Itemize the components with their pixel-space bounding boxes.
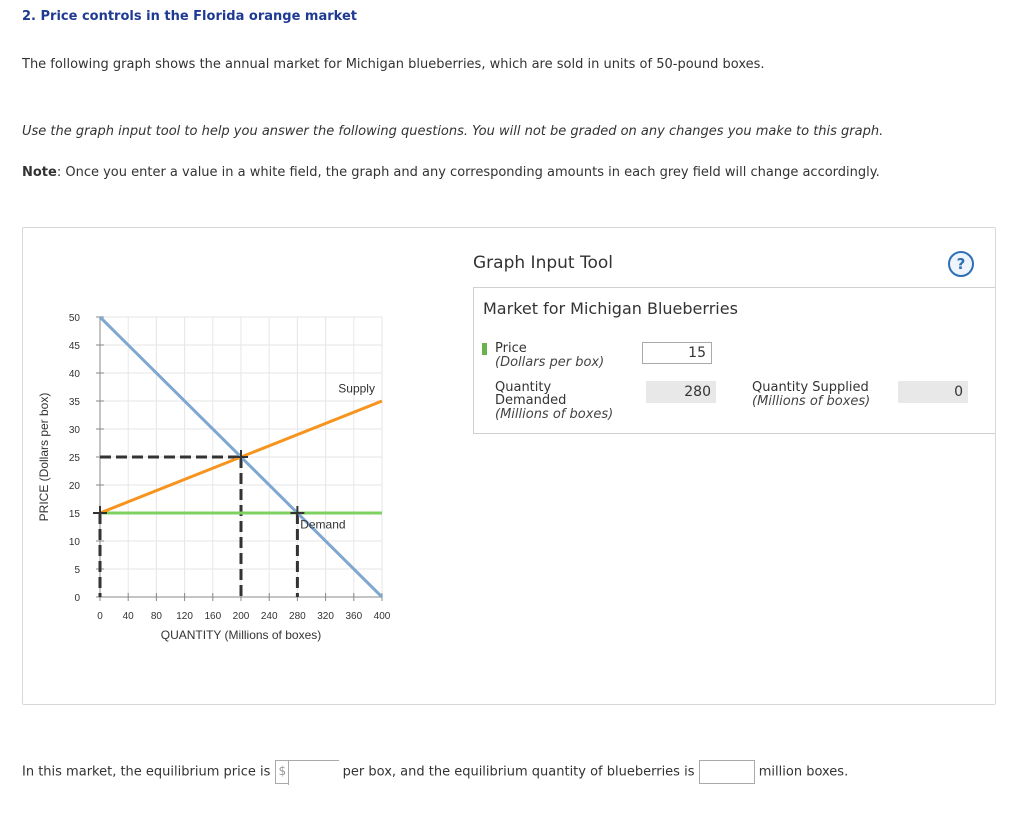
y-tick-label: 45 — [68, 341, 80, 352]
market-title: Market for Michigan Blueberries — [483, 299, 738, 318]
x-tick-label: 80 — [150, 611, 162, 622]
x-tick-label: 200 — [232, 611, 250, 622]
chart-axes — [69, 313, 391, 622]
x-tick-label: 320 — [317, 611, 334, 622]
graph-input-tool-title: Graph Input Tool — [473, 253, 613, 273]
y-tick-label: 50 — [68, 313, 80, 324]
equilibrium-quantity-input[interactable] — [699, 760, 755, 784]
y-axis-title: PRICE (Dollars per box) — [37, 392, 51, 522]
price-input[interactable] — [642, 342, 712, 364]
y-tick-label: 35 — [68, 397, 80, 408]
quantity-demanded-label-line1: Quantity — [495, 380, 552, 395]
quantity-supplied-label: Quantity Supplied — [752, 380, 869, 395]
quantity-demanded-label-line2: Demanded — [495, 393, 567, 408]
quantity-demanded-unit: (Millions of boxes) — [495, 407, 614, 422]
y-tick-label: 20 — [68, 481, 80, 492]
quantity-supplied-unit: (Millions of boxes) — [752, 394, 871, 409]
supply-curve-label: Supply — [338, 381, 375, 396]
x-tick-label: 240 — [260, 611, 278, 622]
x-tick-label: 400 — [373, 611, 391, 622]
y-tick-label: 0 — [74, 593, 80, 604]
price-label: Price — [495, 341, 527, 356]
y-tick-label: 10 — [68, 537, 80, 548]
dollar-sign: $ — [278, 764, 287, 778]
price-color-marker — [482, 343, 487, 355]
x-tick-label: 0 — [97, 611, 103, 622]
supply-point-marker — [93, 506, 107, 520]
note-label: Note — [22, 165, 57, 180]
answer-text-3: million boxes. — [758, 764, 849, 780]
answer-text-1: In this market, the equilibrium price is — [22, 764, 271, 780]
x-axis-title: QUANTITY (Millions of boxes) — [160, 628, 322, 642]
x-tick-label: 120 — [176, 611, 193, 622]
note-body: : Once you enter a value in a white field, the graph and any corresponding amounts in each grey field will change accordingly. — [56, 165, 880, 180]
instructions-text: Use the graph input tool to help you answer the following questions. You will not be graded on any changes you make to this graph. — [22, 124, 884, 139]
answer-row — [22, 760, 848, 784]
price-unit: (Dollars per box) — [495, 355, 605, 370]
quantity-supplied-value: 0 — [898, 381, 968, 403]
y-tick-label: 25 — [68, 453, 80, 464]
x-tick-label: 280 — [289, 611, 306, 622]
demand-curve-label: Demand — [300, 517, 346, 532]
price-quantity-chart[interactable] — [22, 227, 462, 687]
y-tick-label: 30 — [68, 425, 80, 436]
equilibrium-price-input[interactable] — [288, 761, 343, 785]
note-text — [22, 165, 880, 180]
answer-text-2: per box, and the equilibrium quantity of blueberries is — [342, 764, 695, 780]
y-tick-label: 40 — [68, 369, 80, 380]
price-answer-wrapper — [275, 760, 339, 784]
x-tick-label: 160 — [204, 611, 222, 622]
y-tick-label: 15 — [68, 509, 80, 520]
intro-text: The following graph shows the annual market for Michigan blueberries, which are sold in units of 50-pound boxes. — [22, 57, 765, 72]
x-tick-label: 360 — [345, 611, 363, 622]
x-tick-label: 40 — [122, 611, 134, 622]
y-tick-label: 5 — [74, 565, 80, 576]
help-icon[interactable]: ? — [948, 251, 974, 277]
quantity-demanded-value: 280 — [646, 381, 716, 403]
question-title: 2. Price controls in the Florida orange market — [22, 9, 357, 24]
